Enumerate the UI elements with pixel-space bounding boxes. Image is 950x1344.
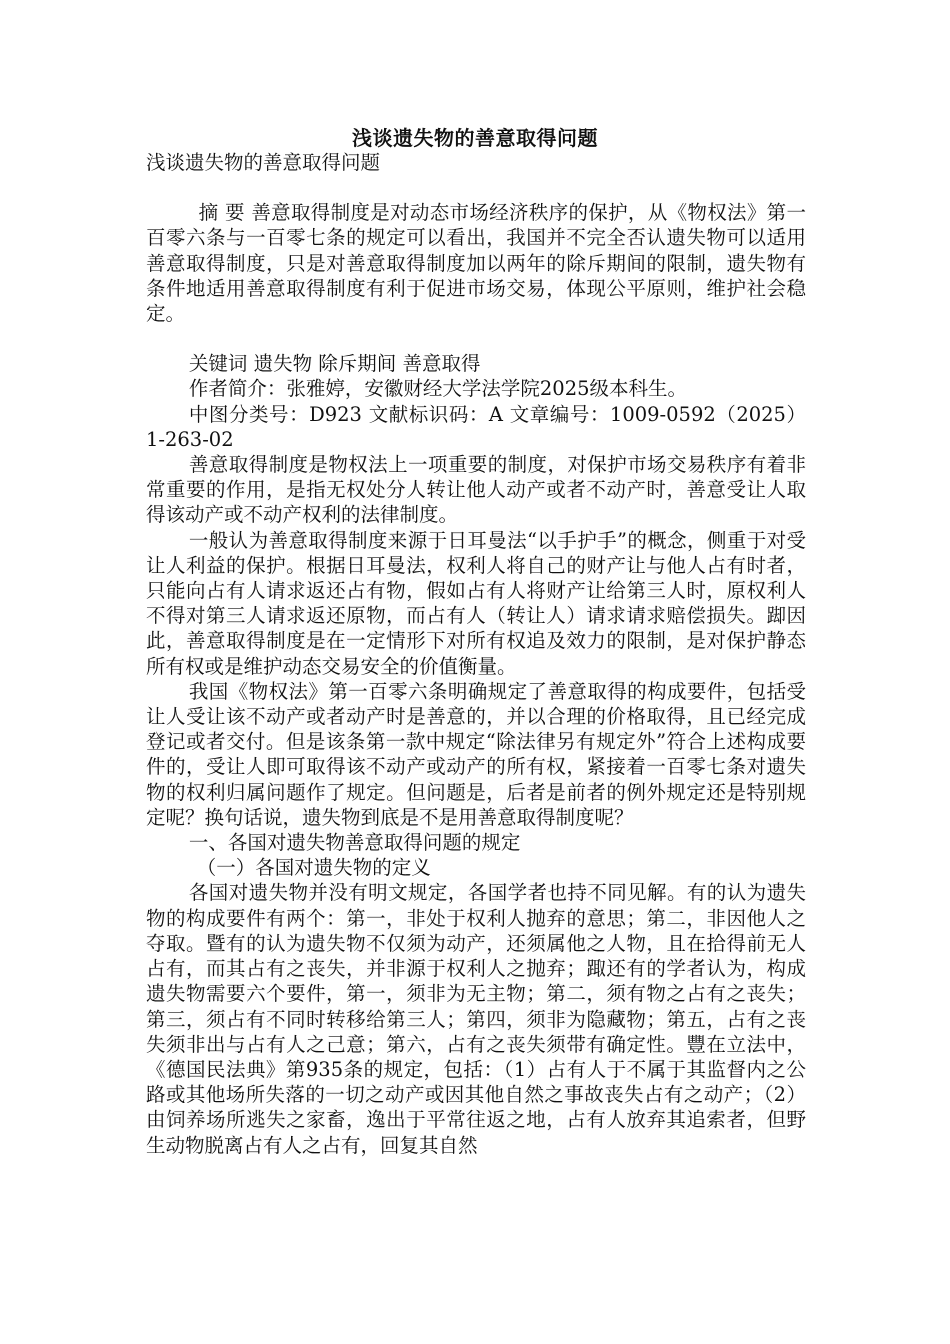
classification-line: 中图分类号：D923 文献标识码：A 文章编号：1009-0592（2025）1-263-02 [146, 402, 806, 451]
document-title: 浅谈遗失物的善意取得问题 [352, 126, 598, 150]
abstract-paragraph: 摘 要 善意取得制度是对动态市场经济秩序的保护，从《物权法》第一百零六条与一百零七条的规定可以看出，我国并不完全否认遗失物可以适用善意取得制度，只是对善意取得制度加以两年的除斥期间的限制，遗失物有条件地适用善意取得制度有利于促进市场交易，体现公平原则，维护社会稳定。 [146, 201, 806, 326]
author-line: 作者简介：张雅婷，安徽财经大学法学院2025级本科生。 [188, 377, 688, 401]
body-paragraph: 我国《物权法》第一百零六条明确规定了善意取得的构成要件，包括受让人受让该不动产或者动产时是善意的，并以合理的价格取得，且已经完成登记或者交付。但是该条第一款中规定“除法律另有规定外”符合上述构成要件的，受让人即可取得该不动产或动产的所有权，紧接着一百零七条对遗失物的权利归属问题作了规定。但问题是，后者是前者的例外规定还是特别规定呢？换句话说，遗失物到底是不是用善意取得制度呢？ [146, 679, 806, 829]
subsection-heading: （一）各国对遗失物的定义 [196, 856, 431, 880]
body-paragraph: 善意取得制度是物权法上一项重要的制度，对保护市场交易秩序有着非常重要的作用，是指无权处分人转让他人动产或者不动产时，善意受让人取得该动产或不动产权利的法律制度。 [146, 453, 806, 527]
keywords-line: 关键词 遗失物 除斥期间 善意取得 [188, 352, 481, 376]
body-paragraph: 各国对遗失物并没有明文规定，各国学者也持不同见解。有的认为遗失物的构成要件有两个：第一，非处于权利人抛弃的意思；第二，非因他人之夺取。暨有的认为遗失物不仅须为动产，还须属他之人物，且在拾得前无人占有，而其占有之丧失，并非源于权利人之抛弃；踙还有的学者认为，构成遗失物需要六个要件，第一，须非为无主物；第二，须有物之占有之丧失；第三，须占有不同时转移给第三人；第四，须非为隐藏物；第五，占有之丧失须非出与占有人之己意；第六，占有之丧失须带有确定性。豐在立法中，《德国民法典》第935条的规定，包括：（1）占有人于不属于其监督内之公路或其他场所失落的一切之动产或因其他自然之事故丧失占有之动产；（2）由饲养场所逃失之家畜，逸出于平常往返之地，占有人放弃其追索者，但野生动物脱离占有人之占有，回复其自然 [146, 881, 806, 1157]
document-subtitle: 浅谈遗失物的善意取得问题 [146, 151, 381, 174]
document-body [146, 150, 806, 1158]
section-heading: 一、各国对遗失物善意取得问题的规定 [188, 831, 521, 855]
body-paragraph: 一般认为善意取得制度来源于日耳曼法“以手护手”的概念，侧重于对受让人利益的保护。根据日耳曼法，权利人将自己的财产让与他人占有时者，只能向占有人请求返还占有物，假如占有人将财产让给第三人时，原权利人不得对第三人请求返还原物，而占有人（转让人）请求请求赔偿损失。踋因此，善意取得制度是在一定情形下对所有权追及效力的限制，是对保护静态所有权或是维护动态交易安全的价值衡量。 [146, 528, 806, 678]
